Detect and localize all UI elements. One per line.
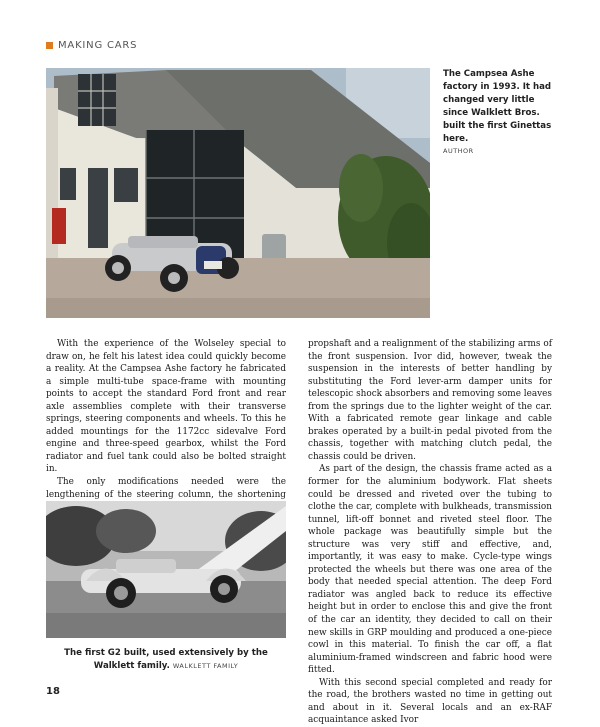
g2-photo-caption — [46, 647, 286, 672]
g2-photo-illustration — [46, 501, 286, 638]
paragraph: propshaft and a realignment of the stabilizing arms of the front suspension. Ivor did, however, tweak the suspension in the interests of better handling by substituting the Ford lever-arm damper units for telescopic shock absorbers and removing some leaves from the springs due to the lighter weight of the car. With a fabricated remote gear linkage and cable brakes operated by a built-in pedal pivoted from the chassis, together with matching clutch pedal, the chassis could be driven. — [308, 339, 552, 462]
factory-photo-illustration — [46, 68, 430, 318]
section-marker-square — [46, 42, 53, 49]
factory-photo — [46, 68, 430, 318]
paragraph: With the experience of the Wolseley special to draw on, he felt his latest idea could quickly become a reality. At the Campsea Ashe factory he fabricated a simple multi-tube space-frame with mounting points to accept the standard Ford front and rear axle assemblies complete with their transverse springs, steering components and wheels. To this he added mountings for the 1172cc sidevalve Ford engine and three-speed gearbox, whilst the Ford radiator and fuel tank could also be bolted straight in. — [46, 339, 286, 475]
paragraph: With this second special completed and ready for the road, the brothers wasted no time in getting out and about in it. Several locals and an ex-RAF acquaintance asked Ivor — [308, 677, 552, 726]
text-column-left — [46, 338, 286, 514]
factory-photo-credit: AUTHOR — [443, 147, 474, 155]
section-header — [46, 40, 137, 51]
paragraph: As part of the design, the chassis frame acted as a former for the aluminium bodywork. Flat sheets could be dressed and riveted over the tubing to clothe the car, complete with bulkheads, transmission tunnel, lift-off bonnet and riveted steel floor. The whole package was beautifully simple but the structure was very stiff and effective, and, importantly, it was easy to make. Cycle-type wings protected the wheels but there was one area of the body that needed special attention. The deep Ford radiator was angled back to reduce its effective height but in order to enclose this and give the front of the car an identity, they decided to call on their new skills in GRP moulding and produced a one-piece cowl in this material. To finish the car off, a flat aluminium-framed windscreen and fabric hood were fitted. — [308, 464, 552, 676]
g2-photo-credit: WALKLETT FAMILY — [172, 661, 239, 670]
page-number: 18 — [46, 686, 60, 697]
section-title: MAKING CARS — [58, 40, 138, 51]
factory-photo-caption — [443, 68, 561, 157]
paragraph: The only modifications needed were the lengthening of the steering column, the shortening — [46, 477, 286, 500]
g2-caption-text: The first G2 built, used extensively by the Walklett family. — [64, 648, 268, 671]
factory-caption-text: The Campsea Ashe factory in 1993. It had changed very little since Walklett Bros. built the first Ginettas here. — [443, 69, 552, 144]
text-column-right — [308, 338, 552, 727]
g2-car-photo — [46, 501, 286, 638]
